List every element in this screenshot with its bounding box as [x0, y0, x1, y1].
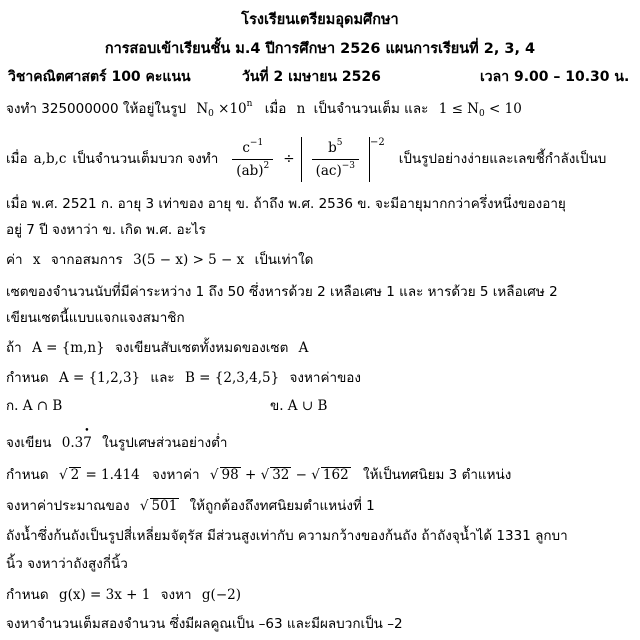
question-5-line-2: เขียนเซตนี้แบบแจกแจงสมาชิก [6, 310, 185, 326]
q9-given: √ 2 = 1.414 [58, 467, 140, 483]
question-6: ถ้า A = {m,n} จงเขียนสับเซตทั้งหมดของเซต A [6, 340, 309, 356]
q1-text-c: เป็นจำนวนเต็ม และ [313, 101, 429, 117]
q12-function: g(x) = 3x + 1 [58, 587, 151, 603]
q1-inequality: $1 \le N_0 < 10$ [438, 101, 522, 119]
q1-var-n: n [296, 101, 306, 117]
q2-outer-exponent: −2 [370, 137, 385, 148]
question-11-line-2: นิ้ว จงหาว่าถังสูงกี่นิ้ว [6, 556, 128, 572]
question-13: จงหาจำนวนเต็มสองจำนวน ซึ่งมีผลคูณเป็น –63 และมีผลบวกเป็น –2 [6, 616, 403, 632]
question-5-line-1: เซตของจำนวนนับที่มีค่าระหว่าง 1 ถึง 50 ซึ่งหารด้วย 2 เหลือเศษ 1 และ หารด้วย 5 เหลือเศษ 2 [6, 284, 558, 300]
q4-var-x: x [32, 252, 41, 268]
q2-vars: a,b,c [33, 151, 67, 167]
exam-title: การสอบเข้าเรียนชั้น ม.4 ปีการศึกษา 2526 แผนการเรียนที่ 2, 3, 4 [104, 41, 536, 57]
q6-set-name: A [298, 340, 309, 356]
exam-date: วันที่ 2 เมษายน 2526 [242, 69, 381, 85]
question-3-line-1: เมื่อ พ.ศ. 2521 ก. อายุ 3 เท่าของ อายุ ข. ถ้าถึง พ.ศ. 2536 ข. จะมีอายุมากกว่าครึ่งหนึ่งของอายุ [6, 196, 566, 212]
question-8: จงเขียน 0.3• 7 ในรูปเศษส่วนอย่างต่ำ [6, 434, 227, 452]
question-2 [6, 134, 606, 184]
q2-text-c: เป็นรูปอย่างง่ายและเลขชี้กำลังเป็นบ [398, 151, 607, 167]
q9-expression: √ 98 + √ 32 − √ 162 [209, 467, 349, 483]
q7-set-a: A = {1,2,3} [58, 370, 141, 386]
q2-text-a: เมื่อ [6, 151, 28, 167]
question-9: กำหนด √ 2 = 1.414 จงหาค่า √ 98 + √ 32 − √ 162 ให้เป็นทศนิยม 3 ตำแหน่ง [6, 467, 512, 483]
q2-divide-sign: ÷ [283, 151, 295, 167]
question-11-line-1: ถังน้ำซึ่งก้นถังเป็นรูปสี่เหลี่ยมจัตุรัส มีส่วนสูงเท่ากับ ความกว้างของก้นถัง ถ้าถังจุน้ำได้ 1331 ลูกบา [6, 528, 568, 544]
q2-bracket: $\frac{b^5}{(ac)^{-3}}$ [301, 137, 370, 182]
school-name: โรงเรียนเตรียมอุดมศึกษา [241, 12, 399, 28]
exam-time: เวลา 9.00 – 10.30 น. [480, 69, 630, 85]
q7-set-b: B = {2,3,4,5} [184, 370, 280, 386]
q10-radical: √ 501 [139, 498, 178, 514]
q7-part-b: ข. A ∪ B [270, 398, 328, 414]
q8-repeating-decimal: 0.3• 7 [62, 435, 92, 451]
question-1 [6, 100, 522, 118]
question-4: ค่า x จากอสมการ 3(5 − x) > 5 − x เป็นเท่าใด [6, 252, 314, 268]
q1-expression: $N_0 \times 10^n$ [196, 99, 253, 119]
q12-evaluate: g(−2) [201, 587, 241, 603]
question-3-line-2: อยู่ 7 ปี จงหาว่า ข. เกิด พ.ศ. อะไร [6, 222, 206, 238]
question-7: กำหนด A = {1,2,3} และ B = {2,3,4,5} จงหาค่าของ [6, 370, 362, 386]
exam-subject: วิชาคณิตศาสตร์ 100 คะแนน [8, 69, 191, 85]
q2-fraction-1: $\frac{c^{-1}}{(ab)^2}$ [232, 139, 273, 180]
q7-part-a: ก. A ∩ B [6, 398, 63, 414]
q6-set: A = {m,n} [32, 340, 105, 356]
q4-inequality: 3(5 − x) > 5 − x [133, 252, 245, 268]
q1-text-b: เมื่อ [264, 101, 287, 117]
question-10: จงหาค่าประมาณของ √ 501 ให้ถูกต้องถึงทศนิยมตำแหน่งที่ 1 [6, 498, 375, 514]
q2-text-b: เป็นจำนวนเต็มบวก จงทำ [72, 151, 219, 167]
question-12: กำหนด g(x) = 3x + 1 จงหา g(−2) [6, 587, 241, 603]
q1-text-a: จงทำ 325000000 ให้อยู่ในรูป [6, 101, 187, 117]
